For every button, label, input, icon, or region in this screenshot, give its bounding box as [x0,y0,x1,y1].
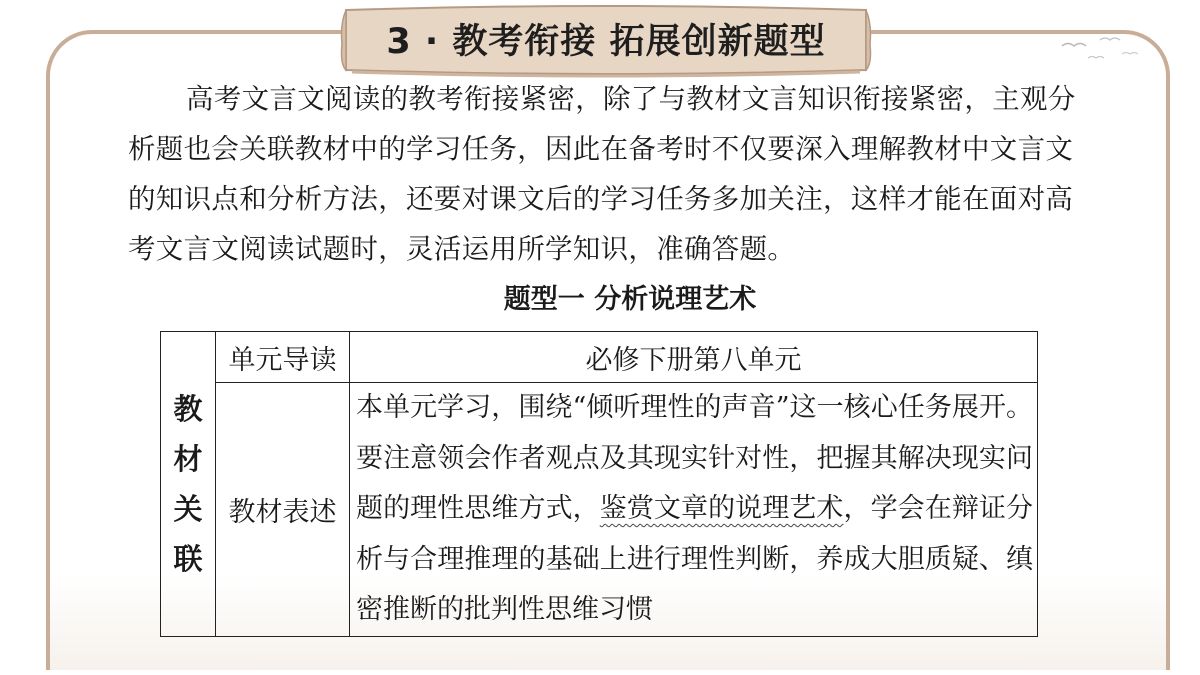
side-char: 联 [173,541,203,576]
textbook-statement-text [350,383,1038,637]
textbook-relation-table [160,331,1038,637]
side-char: 教 [173,391,203,426]
banner-title: 3 · 教考衔接 拓展创新题型 [386,22,826,62]
table-row [161,332,1038,383]
side-header-cell [161,332,216,637]
section-subtitle: 题型一 分析说理艺术 [503,284,757,315]
statement-highlight: 鉴赏文章的说理艺术 [599,493,844,524]
textbook-statement-label: 教材表述 [216,383,350,637]
statement-part-2: ，学会在辩证分析与合理推理的基础上进行理性判断，养成大胆质疑、缜密推断的批判性思维习惯 [356,493,1033,625]
table-row [161,383,1038,637]
side-char: 材 [173,441,203,476]
unit-guide-label: 单元导读 [216,332,350,383]
title-banner [340,4,872,78]
unit-guide-value: 必修下册第八单元 [350,332,1038,383]
intro-paragraph: 高考文言文阅读的教考衔接紧密，除了与教材文言知识衔接紧密，主观分析题也会关联教材中的学习任务，因此在备考时不仅要深入理解教材中文言文的知识点和分析方法，还要对课文后的学习任务多加关注，这样才能在面对高考文言文阅读试题时，灵活运用所学知识，准确答题。 [128,83,1076,265]
statement-part-1: 本单元学习，围绕“倾听理性的声音”这一核心任务展开。要注意领会作者观点及其现实针对性，把握其解决现实问题的理性思维方式， [356,392,1033,524]
side-char: 关 [173,491,203,526]
